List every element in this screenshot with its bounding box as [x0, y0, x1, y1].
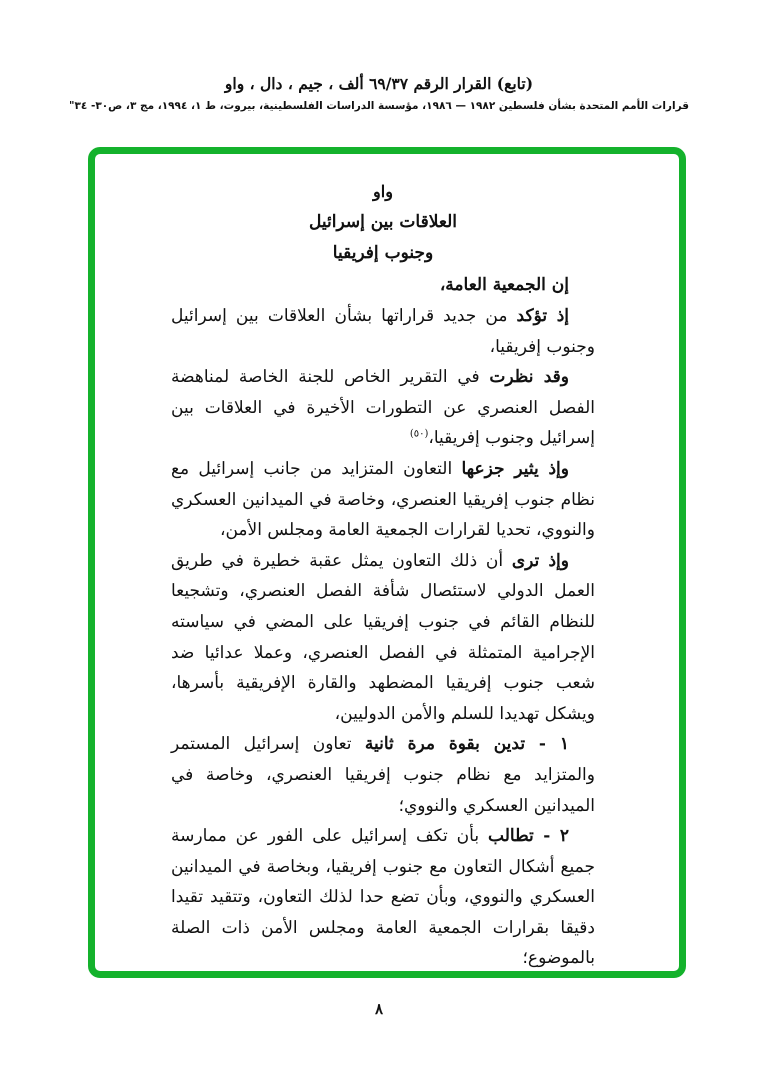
- page-number: ٨: [374, 1000, 384, 1018]
- resolution-paragraph: [171, 821, 595, 974]
- source-citation: قرارات الأمم المتحدة بشأن فلسطين ١٩٨٢ — ١٩٨٦، مؤسسة الدراسات الفلسطينية، بيروت، ط ١، ١٩٩٤، مج ٣، ص٣٠- ٣٤": [69, 100, 689, 112]
- paragraph-lead: وإذ يثير جزعها: [461, 458, 569, 479]
- paragraph-lead: وإذ ترى: [511, 550, 569, 571]
- document-heading-line1: العلاقات بين إسرائيل: [308, 212, 457, 232]
- paragraph-lead: وقد نظرت: [489, 367, 569, 388]
- paragraph-text: بأن تكف إسرائيل على الفور عن ممارسة جميع أشكال التعاون مع جنوب إفريقيا، وبخاصة في الميدانين العسكري والنووي، وبأن تضع حدا لذلك التعاون، وتتقيد تقيدا دقيقا بقرارات الجمعية العامة ومجلس الأمن ذات الصلة بالموضوع؛: [171, 826, 595, 969]
- resolution-body: [171, 301, 595, 978]
- resolution-paragraph: [171, 974, 595, 978]
- paragraph-lead: تدين بقوة مرة ثانية: [364, 734, 526, 755]
- resolution-paragraph: [171, 546, 595, 730]
- paragraph-text: التعاون المتزايد من جانب إسرائيل مع نظام جنوب إفريقيا العنصري، وخاصة في الميدانين العسكري والنووي، تحديا لقرارات الجمعية العامة ومجلس الأمن،: [171, 458, 595, 541]
- green-document-frame: [88, 147, 686, 978]
- resolution-paragraph: [171, 362, 595, 454]
- document-heading-line2: وجنوب إفريقيا: [332, 243, 434, 263]
- page-header: [0, 74, 758, 112]
- footnote-ref: (٥٠): [409, 428, 429, 440]
- section-letter: واو: [373, 182, 393, 201]
- resolution-title: (تابع) القرار الرقم ٦٩/٣٧ ألف ، جيم ، دال ، واو: [224, 74, 534, 93]
- paragraph-lead: إذ تؤكد: [516, 306, 569, 326]
- paragraph-text: أن ذلك التعاون يمثل عقبة خطيرة في طريق العمل الدولي لاستئصال شأفة الفصل العنصري، وتشجيعا للنظام القائم في جنوب إفريقيا على المضي في سياسته الإجرامية المتمثلة في الفصل العنصري، وعملا عدائيا ضد شعب جنوب إفريقيا المضطهد والقارة الإفريقية بأسرها، ويشكل تهديدا للسلم والأمن الدوليين،: [171, 550, 595, 724]
- preamble-opening: إن الجمعية العامة،: [439, 275, 569, 295]
- paragraph-text: تعاون إسرائيل المستمر والمتزايد مع نظام جنوب إفريقيا العنصري، وخاصة في الميدانين العسكري والنووي؛: [171, 734, 595, 816]
- resolution-paragraph: [171, 301, 595, 362]
- paragraph-text: من جديد قراراتها بشأن العلاقات بين إسرائيل وجنوب إفريقيا،: [171, 306, 595, 357]
- resolution-paragraph: [171, 729, 595, 821]
- resolution-paragraph: [171, 454, 595, 546]
- paragraph-text: في التقرير الخاص للجنة الخاصة لمناهضة الفصل العنصري عن التطورات الأخيرة في العلاقات بين إسرائيل وجنوب إفريقيا،: [171, 367, 595, 449]
- paragraph-lead: تطالب: [488, 826, 534, 847]
- paragraph-number: ٢ -: [533, 826, 569, 847]
- paragraph-number: ١ -: [525, 734, 569, 755]
